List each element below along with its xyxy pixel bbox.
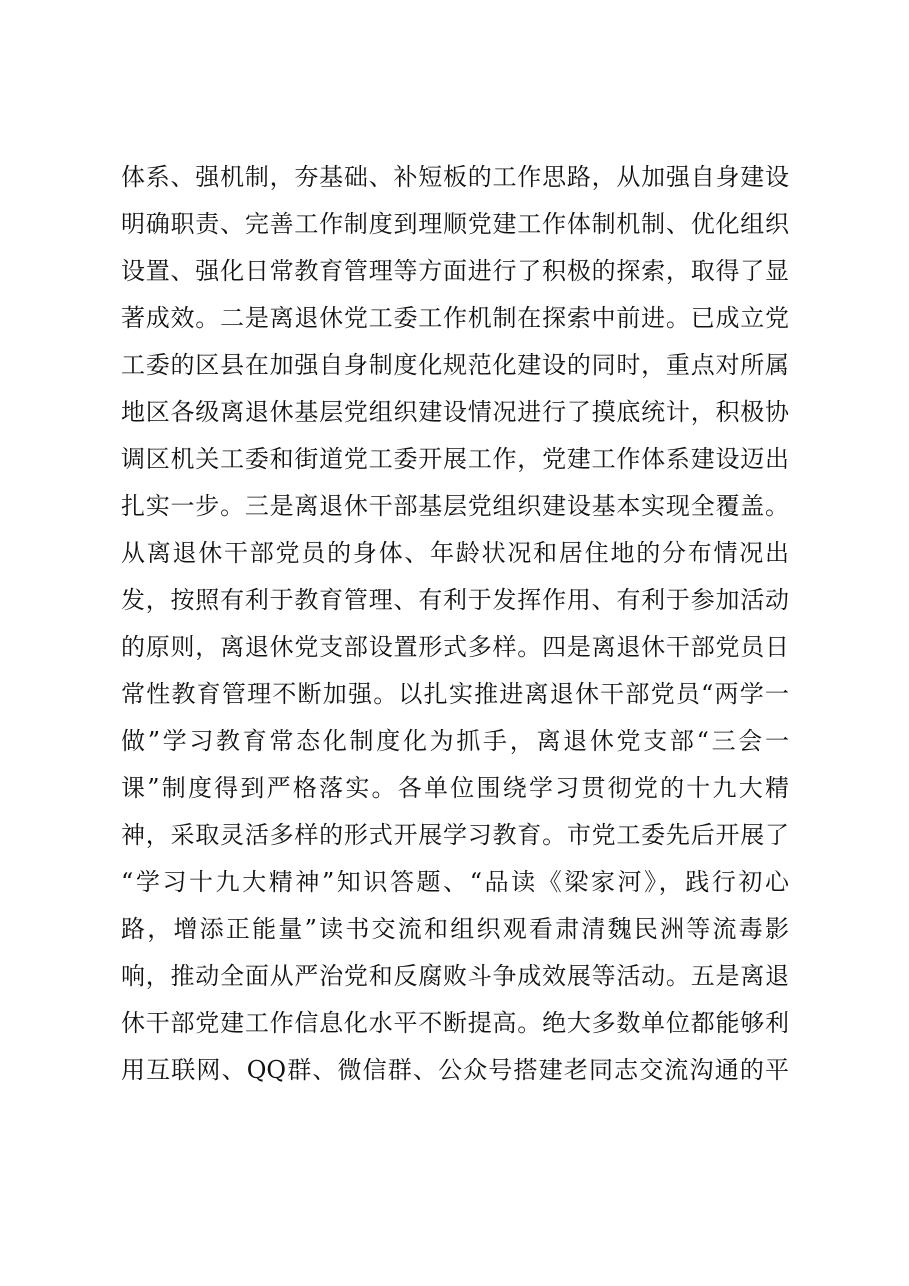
- text-line: 设置、强化日常教育管理等方面进行了积极的探索，取得了显: [121, 257, 789, 285]
- text-line: 的原则，离退休党支部设置形式多样。四是离退休干部党员日: [121, 633, 789, 661]
- text-line: 休干部党建工作信息化水平不断提高。绝大多数单位都能够利: [121, 1009, 789, 1037]
- text-line: 著成效。二是离退休党工委工作机制在探索中前进。已成立党: [121, 304, 789, 332]
- text-line: 课”制度得到严格落实。各单位围绕学习贯彻党的十九大精: [121, 774, 789, 802]
- text-line: 从离退休干部党员的身体、年龄状况和居住地的分布情况出: [121, 539, 789, 567]
- text-line: “学习十九大精神”知识答题、“品读《梁家河》，践行初心: [121, 868, 789, 896]
- text-line: 路，增添正能量”读书交流和组织观看肃清魏民洲等流毒影: [121, 915, 789, 943]
- text-line: 响，推动全面从严治党和反腐败斗争成效展等活动。五是离退: [121, 962, 789, 990]
- text-line: 调区机关工委和街道党工委开展工作，党建工作体系建设迈出: [121, 445, 789, 473]
- text-line: 地区各级离退休基层党组织建设情况进行了摸底统计，积极协: [121, 398, 789, 426]
- text-line: 神，采取灵活多样的形式开展学习教育。市党工委先后开展了: [121, 821, 789, 849]
- text-line: 发，按照有利于教育管理、有利于发挥作用、有利于参加活动: [121, 586, 789, 614]
- text-line: 体系、强机制，夯基础、补短板的工作思路，从加强自身建设: [121, 163, 789, 191]
- text-line: 工委的区县在加强自身制度化规范化建设的同时，重点对所属: [121, 351, 789, 379]
- text-line: 做”学习教育常态化制度化为抓手，离退休党支部“三会一: [121, 727, 789, 755]
- text-line: 扎实一步。三是离退休干部基层党组织建设基本实现全覆盖。: [121, 492, 789, 520]
- text-line: 用互联网、QQ群、微信群、公众号搭建老同志交流沟通的平: [121, 1056, 789, 1084]
- text-line: 常性教育管理不断加强。以扎实推进离退休干部党员“两学一: [121, 680, 789, 708]
- text-line: 明确职责、完善工作制度到理顺党建工作体制机制、优化组织: [121, 210, 789, 238]
